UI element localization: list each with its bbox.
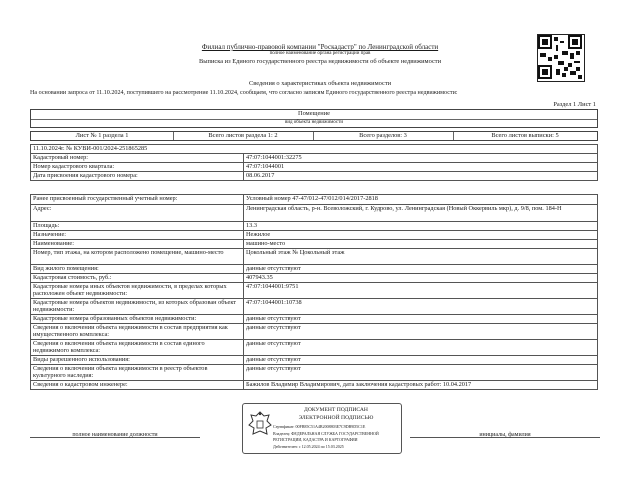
row-label: Кадастровые номера образованных объектов недвижимости: [31, 315, 244, 324]
row-label: Сведения о кадастровом инженере: [31, 381, 244, 390]
identification-table [30, 144, 598, 181]
row-label: Адрес: [31, 205, 244, 222]
table-row [31, 381, 598, 390]
row-label: Кадастровый номер: [31, 154, 244, 163]
table-row [31, 299, 598, 315]
table-row [31, 324, 598, 340]
row-label: Сведения о включении объекта недвижимости в состав единого недвижимого комплекса: [31, 340, 244, 356]
stamp-line-3: Сертификат: 00FB85C51A4B2008803E7C9DB9D5C1E [273, 424, 366, 429]
table-row [31, 231, 598, 240]
row-label: Ранее присвоенный государственный учетный номер: [31, 195, 244, 205]
table-row [31, 240, 598, 249]
table-row [31, 249, 598, 265]
section-title: Сведения о характеристиках объекта недвижимости [248, 80, 392, 87]
row-label: Сведения о включении объекта недвижимости в реестр объектов культурного наследия: [31, 365, 244, 381]
request-basis: На основании запроса от 11.10.2024, поступившего на рассмотрение 11.10.2024, сообщаем, что согласно записям Единого государственного реестра недвижимости: [30, 90, 458, 96]
row-label: Номер кадастрового квартала: [31, 163, 244, 172]
position-caption: полное наименование должности [72, 432, 158, 438]
table-row [31, 195, 598, 205]
row-value: данные отсутствуют [244, 315, 598, 324]
coat-of-arms-icon [247, 410, 273, 440]
table-row [31, 222, 598, 231]
row-label: Кадастровая стоимость, руб.: [31, 274, 244, 283]
sheet-info-row [30, 131, 598, 141]
object-type-caption: вид объекта недвижимости [284, 120, 344, 125]
section-number: Раздел 1 Лист 1 [553, 101, 596, 108]
row-value: данные отсутствуют [244, 324, 598, 340]
table-row [31, 205, 598, 222]
document-title: Выписка из Единого государственного реестра недвижимости об объекте недвижимости [198, 58, 441, 65]
extract-sheets-total: Всего листов выписки: 5 [491, 132, 559, 139]
table-row [31, 283, 598, 299]
row-label: Вид жилого помещения: [31, 265, 244, 274]
row-label: Дата присвоения кадастрового номера: [31, 172, 244, 181]
row-label: Наименование: [31, 240, 244, 249]
stamp-line-6: Действителен: с 12.05.2024 по 15.03.2025 [273, 444, 344, 449]
table-row [31, 365, 598, 381]
row-value: Ленинградская область, р-н. Всеволожский, г. Кудрово, ул. Ленинградская (Новый Оккервиль мкр), д. 9/8, пом. 184-Н [244, 205, 598, 222]
sheet-number: Лист № 1 раздела 1 [31, 132, 174, 140]
object-type: Помещение [31, 110, 597, 120]
row-value: Бажилов Владимир Владимирович, дата заключения кадастровых работ: 10.04.2017 [244, 381, 598, 390]
table-row [31, 274, 598, 283]
table-row [31, 356, 598, 365]
table-row [31, 315, 598, 324]
row-value: 47:07:1044001:9751 [244, 283, 598, 299]
row-value: 407943.35 [244, 274, 598, 283]
row-value: данные отсутствуют [244, 356, 598, 365]
table-row [31, 172, 598, 181]
row-value: Условный номер 47-47/012-47/012/014/2017-2818 [244, 195, 598, 205]
row-value: 47:07:1044001:32275 [244, 154, 598, 163]
row-label: Номер, тип этажа, на котором расположено помещение, машино-место [31, 249, 244, 265]
table-row [31, 265, 598, 274]
row-value: Цокольный этаж № Цокольный этаж [244, 249, 598, 265]
object-type-box [30, 109, 598, 128]
table-row [31, 163, 598, 172]
row-value: Нежилое [244, 231, 598, 240]
initials-caption: инициалы, фамилия [479, 432, 531, 438]
sections-total: Всего разделов: 3 [313, 132, 454, 140]
table-row [31, 145, 598, 154]
date-number: 11.10.2024г. № КУВИ-001/2024-251865285 [31, 145, 598, 154]
row-value: машино-место [244, 240, 598, 249]
row-value: 08.06.2017 [244, 172, 598, 181]
stamp-line-5: РЕГИСТРАЦИИ, КАДАСТРА И КАРТОГРАФИИ [273, 437, 358, 442]
row-value: данные отсутствуют [244, 365, 598, 381]
table-row [31, 154, 598, 163]
e-signature-stamp [242, 403, 402, 454]
table-row [31, 340, 598, 356]
row-label: Кадастровые номера иных объектов недвижимости, в пределах которых расположен объект недвижимости: [31, 283, 244, 299]
row-value: 13.3 [244, 222, 598, 231]
row-value: 47:07:1044001:10738 [244, 299, 598, 315]
stamp-line-1: ДОКУМЕНТ ПОДПИСАН [304, 407, 368, 413]
row-value: 47:07:1044001 [244, 163, 598, 172]
row-label: Назначение: [31, 231, 244, 240]
row-value: данные отсутствуют [244, 340, 598, 356]
row-value: данные отсутствуют [244, 265, 598, 274]
stamp-line-4: Владелец: ФЕДЕРАЛЬНАЯ СЛУЖБА ГОСУДАРСТВЕННОЙ [273, 431, 379, 436]
org-name: Филиал публично-правовой компании "Роскадастр" по Ленинградской области [201, 43, 439, 51]
row-label: Сведения о включении объекта недвижимости в состав предприятия как имущественного комплекса: [31, 324, 244, 340]
qr-code [537, 34, 585, 82]
org-caption: полное наименование органа регистрации прав [269, 51, 371, 56]
stamp-line-2: ЭЛЕКТРОННОЙ ПОДПИСЬЮ [298, 415, 374, 421]
row-label: Кадастровые номера объектов недвижимости, из которых образован объект недвижимости: [31, 299, 244, 315]
characteristics-table [30, 194, 598, 390]
sheets-total: Всего листов раздела 1: 2 [173, 132, 314, 140]
row-label: Площадь: [31, 222, 244, 231]
row-label: Виды разрешенного использования: [31, 356, 244, 365]
